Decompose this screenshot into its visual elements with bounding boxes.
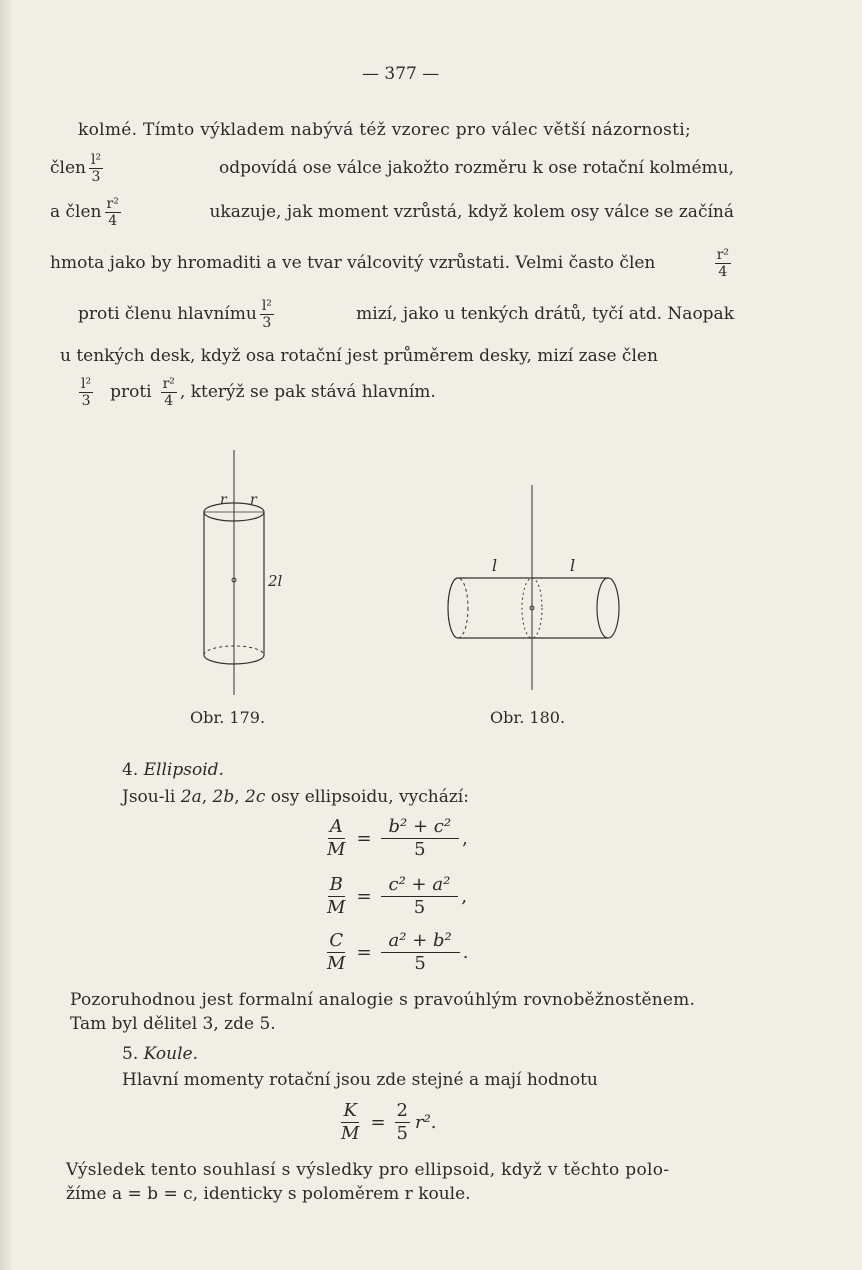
- figure-179-cylinder: [190, 450, 300, 700]
- label-r: r: [250, 492, 257, 508]
- figure-180-caption: Obr. 180.: [490, 708, 566, 727]
- text: odpovídá ose válce jakožto rozměru k ose rotační kolmému,: [218, 158, 734, 178]
- eq-lhs-num: A: [329, 816, 343, 837]
- equation-a: [322, 816, 468, 861]
- para3-line1: Výsledek tento souhlasí s výsledky pro ellipsoid, když v těchto polo-: [66, 1160, 670, 1180]
- para1-line2: [50, 148, 734, 188]
- equals: =: [370, 1112, 386, 1133]
- eq-lhs-num: C: [329, 930, 344, 951]
- text: proti: [110, 382, 152, 402]
- frac-num: l²: [261, 297, 272, 314]
- fraction-r2-over-4: [105, 196, 121, 229]
- eq-rhs-num: a² + b²: [381, 930, 460, 953]
- var: 2b: [212, 787, 235, 807]
- frac-num: r²: [162, 375, 175, 392]
- eq-rhs-den: 5: [396, 1123, 408, 1144]
- para1-line3: [50, 192, 734, 232]
- label-l: l: [570, 556, 576, 575]
- text: proti členu hlavnímu: [78, 304, 257, 324]
- para2-line2: Tam byl dělitel 3, zde 5.: [70, 1014, 276, 1034]
- text: člen: [50, 158, 86, 178]
- text: , kterýž se pak stává hlavním.: [179, 382, 436, 402]
- text: Jsou-li: [122, 787, 176, 807]
- fraction-r2-over-4: [161, 376, 177, 409]
- eq-rhs-den: 5: [414, 839, 426, 860]
- frac-num: r²: [716, 246, 729, 263]
- eq-end: .: [462, 942, 469, 963]
- para2-line1: Pozoruhodnou jest formalní analogie s pravoúhlým rovnoběžnostěnem.: [70, 990, 696, 1010]
- equals: =: [356, 942, 372, 963]
- page-edge: [0, 0, 14, 1270]
- frac-den: 3: [81, 392, 91, 409]
- heading-title: Ellipsoid.: [143, 760, 224, 780]
- fraction-l2-over-3: [89, 152, 103, 185]
- eq-rhs-num: 2: [396, 1100, 408, 1121]
- para1-line4: [50, 242, 734, 284]
- eq-lhs-num: B: [329, 874, 343, 895]
- equation-b: [322, 874, 467, 919]
- equation-c: [322, 930, 468, 975]
- label-l: l: [492, 556, 498, 575]
- para1-line1: kolmé. Tímto výkladem nabývá též vzorec pro válec větší názornosti;: [78, 120, 692, 140]
- section5-heading: [122, 1044, 198, 1064]
- eq-lhs-den: M: [327, 839, 346, 860]
- fraction-l2-over-3: [79, 376, 93, 409]
- text: a člen: [50, 202, 102, 222]
- page-number: — 377 —: [362, 64, 440, 84]
- eq-rhs-num: c² + a²: [381, 874, 459, 897]
- fraction-r2-over-4: [715, 247, 731, 280]
- eq-tail: r².: [414, 1112, 437, 1133]
- text: ukazuje, jak moment vzrůstá, když kolem osy válce se začíná: [209, 202, 734, 222]
- label-r: r: [220, 492, 227, 508]
- section4-intro: Jsou-li 2a, 2b, 2c osy ellipsoidu, vychází:: [122, 787, 469, 807]
- eq-lhs-den: M: [327, 953, 346, 974]
- eq-end: ,: [461, 886, 468, 907]
- equation-k: [336, 1100, 437, 1145]
- heading-title: Koule.: [143, 1044, 198, 1064]
- frac-den: 3: [262, 314, 272, 331]
- frac-den: 4: [108, 212, 118, 229]
- frac-den: 4: [718, 263, 728, 280]
- eq-lhs-den: M: [327, 897, 346, 918]
- frac-num: l²: [90, 151, 102, 168]
- text: mizí, jako u tenkých drátů, tyčí atd. Naopak: [356, 304, 734, 324]
- eq-rhs-num: b² + c²: [381, 816, 460, 839]
- para1-line7: [76, 370, 436, 414]
- text: hmota jako by hromaditi a ve tvar válcovitý vzrůstati. Velmi často člen: [50, 253, 656, 273]
- figure-180-cylinder: [440, 485, 630, 695]
- section5-intro: Hlavní momenty rotační jsou zde stejné a mají hodnotu: [122, 1070, 598, 1090]
- frac-num: r²: [106, 195, 119, 212]
- eq-rhs-den: 5: [414, 953, 426, 974]
- heading-number: 5.: [122, 1044, 139, 1064]
- para1-line5: [78, 292, 734, 336]
- label-2l: 2l: [268, 572, 283, 590]
- frac-num: l²: [81, 375, 92, 392]
- equals: =: [356, 886, 372, 907]
- var: 2c: [245, 787, 266, 807]
- para1-line6: u tenkých desk, když osa rotační jest průměrem desky, mizí zase člen: [60, 346, 658, 366]
- var: 2a: [180, 787, 202, 807]
- eq-end: ,: [462, 828, 468, 849]
- section4-heading: [122, 760, 224, 780]
- eq-rhs-den: 5: [413, 897, 426, 918]
- para3-line2: žíme a = b = c, identicky s poloměrem r koule.: [66, 1184, 471, 1204]
- frac-den: 4: [164, 392, 174, 409]
- eq-lhs-num: K: [343, 1100, 357, 1121]
- fraction-l2-over-3: [260, 298, 274, 331]
- equals: =: [356, 828, 372, 849]
- heading-number: 4.: [122, 760, 139, 780]
- frac-den: 3: [91, 168, 101, 185]
- text: osy ellipsoidu, vychází:: [270, 787, 469, 807]
- figure-179-caption: Obr. 179.: [190, 708, 266, 727]
- eq-lhs-den: M: [341, 1123, 360, 1144]
